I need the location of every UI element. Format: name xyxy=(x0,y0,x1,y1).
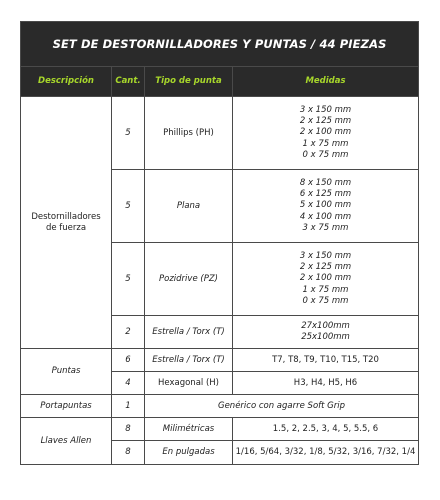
cell-detalle: Genérico con agarre Soft Grip xyxy=(145,395,419,418)
specs-table xyxy=(20,21,419,465)
cell-tipo: Milimétricas xyxy=(145,418,233,441)
group-llaves-label: Llaves Allen xyxy=(21,418,112,465)
header-tipo: Tipo de punta xyxy=(145,67,233,97)
table-title: SET DE DESTORNILLADORES Y PUNTAS / 44 PIEZAS xyxy=(21,22,419,67)
cell-cant: 8 xyxy=(112,418,145,441)
cell-medidas: 1/16, 5/64, 3/32, 1/8, 5/32, 3/16, 7/32, 1/4 xyxy=(233,441,419,465)
cell-cant: 8 xyxy=(112,441,145,465)
cell-cant: 2 xyxy=(112,316,145,349)
cell-medidas: 8 x 150 mm 6 x 125 mm 5 x 100 mm 4 x 100 mm 3 x 75 mm xyxy=(233,170,419,243)
cell-tipo: Hexagonal (H) xyxy=(145,372,233,395)
cell-tipo: Estrella / Torx (T) xyxy=(145,349,233,372)
header-descripcion: Descripción xyxy=(21,67,112,97)
table-row xyxy=(21,395,419,418)
cell-cant: 1 xyxy=(112,395,145,418)
cell-tipo: En pulgadas xyxy=(145,441,233,465)
header-medidas: Medidas xyxy=(233,67,419,97)
group-puntas-label: Puntas xyxy=(21,349,112,395)
cell-cant: 5 xyxy=(112,97,145,170)
group-portapuntas-label: Portapuntas xyxy=(21,395,112,418)
cell-cant: 4 xyxy=(112,372,145,395)
group-destornilladores-label: Destornilladores de fuerza xyxy=(21,97,112,349)
cell-tipo: Phillips (PH) xyxy=(145,97,233,170)
cell-medidas: 27x100mm 25x100mm xyxy=(233,316,419,349)
header-cant: Cant. xyxy=(112,67,145,97)
cell-tipo: Pozidrive (PZ) xyxy=(145,243,233,316)
cell-medidas: 3 x 150 mm 2 x 125 mm 2 x 100 mm 1 x 75 mm 0 x 75 mm xyxy=(233,97,419,170)
cell-medidas: H3, H4, H5, H6 xyxy=(233,372,419,395)
table-row xyxy=(21,97,419,170)
table-row xyxy=(21,418,419,441)
cell-tipo: Plana xyxy=(145,170,233,243)
cell-cant: 6 xyxy=(112,349,145,372)
table-row xyxy=(21,349,419,372)
cell-tipo: Estrella / Torx (T) xyxy=(145,316,233,349)
cell-medidas: 1.5, 2, 2.5, 3, 4, 5, 5.5, 6 xyxy=(233,418,419,441)
cell-cant: 5 xyxy=(112,243,145,316)
cell-medidas: T7, T8, T9, T10, T15, T20 xyxy=(233,349,419,372)
cell-medidas: 3 x 150 mm 2 x 125 mm 2 x 100 mm 1 x 75 mm 0 x 75 mm xyxy=(233,243,419,316)
cell-cant: 5 xyxy=(112,170,145,243)
